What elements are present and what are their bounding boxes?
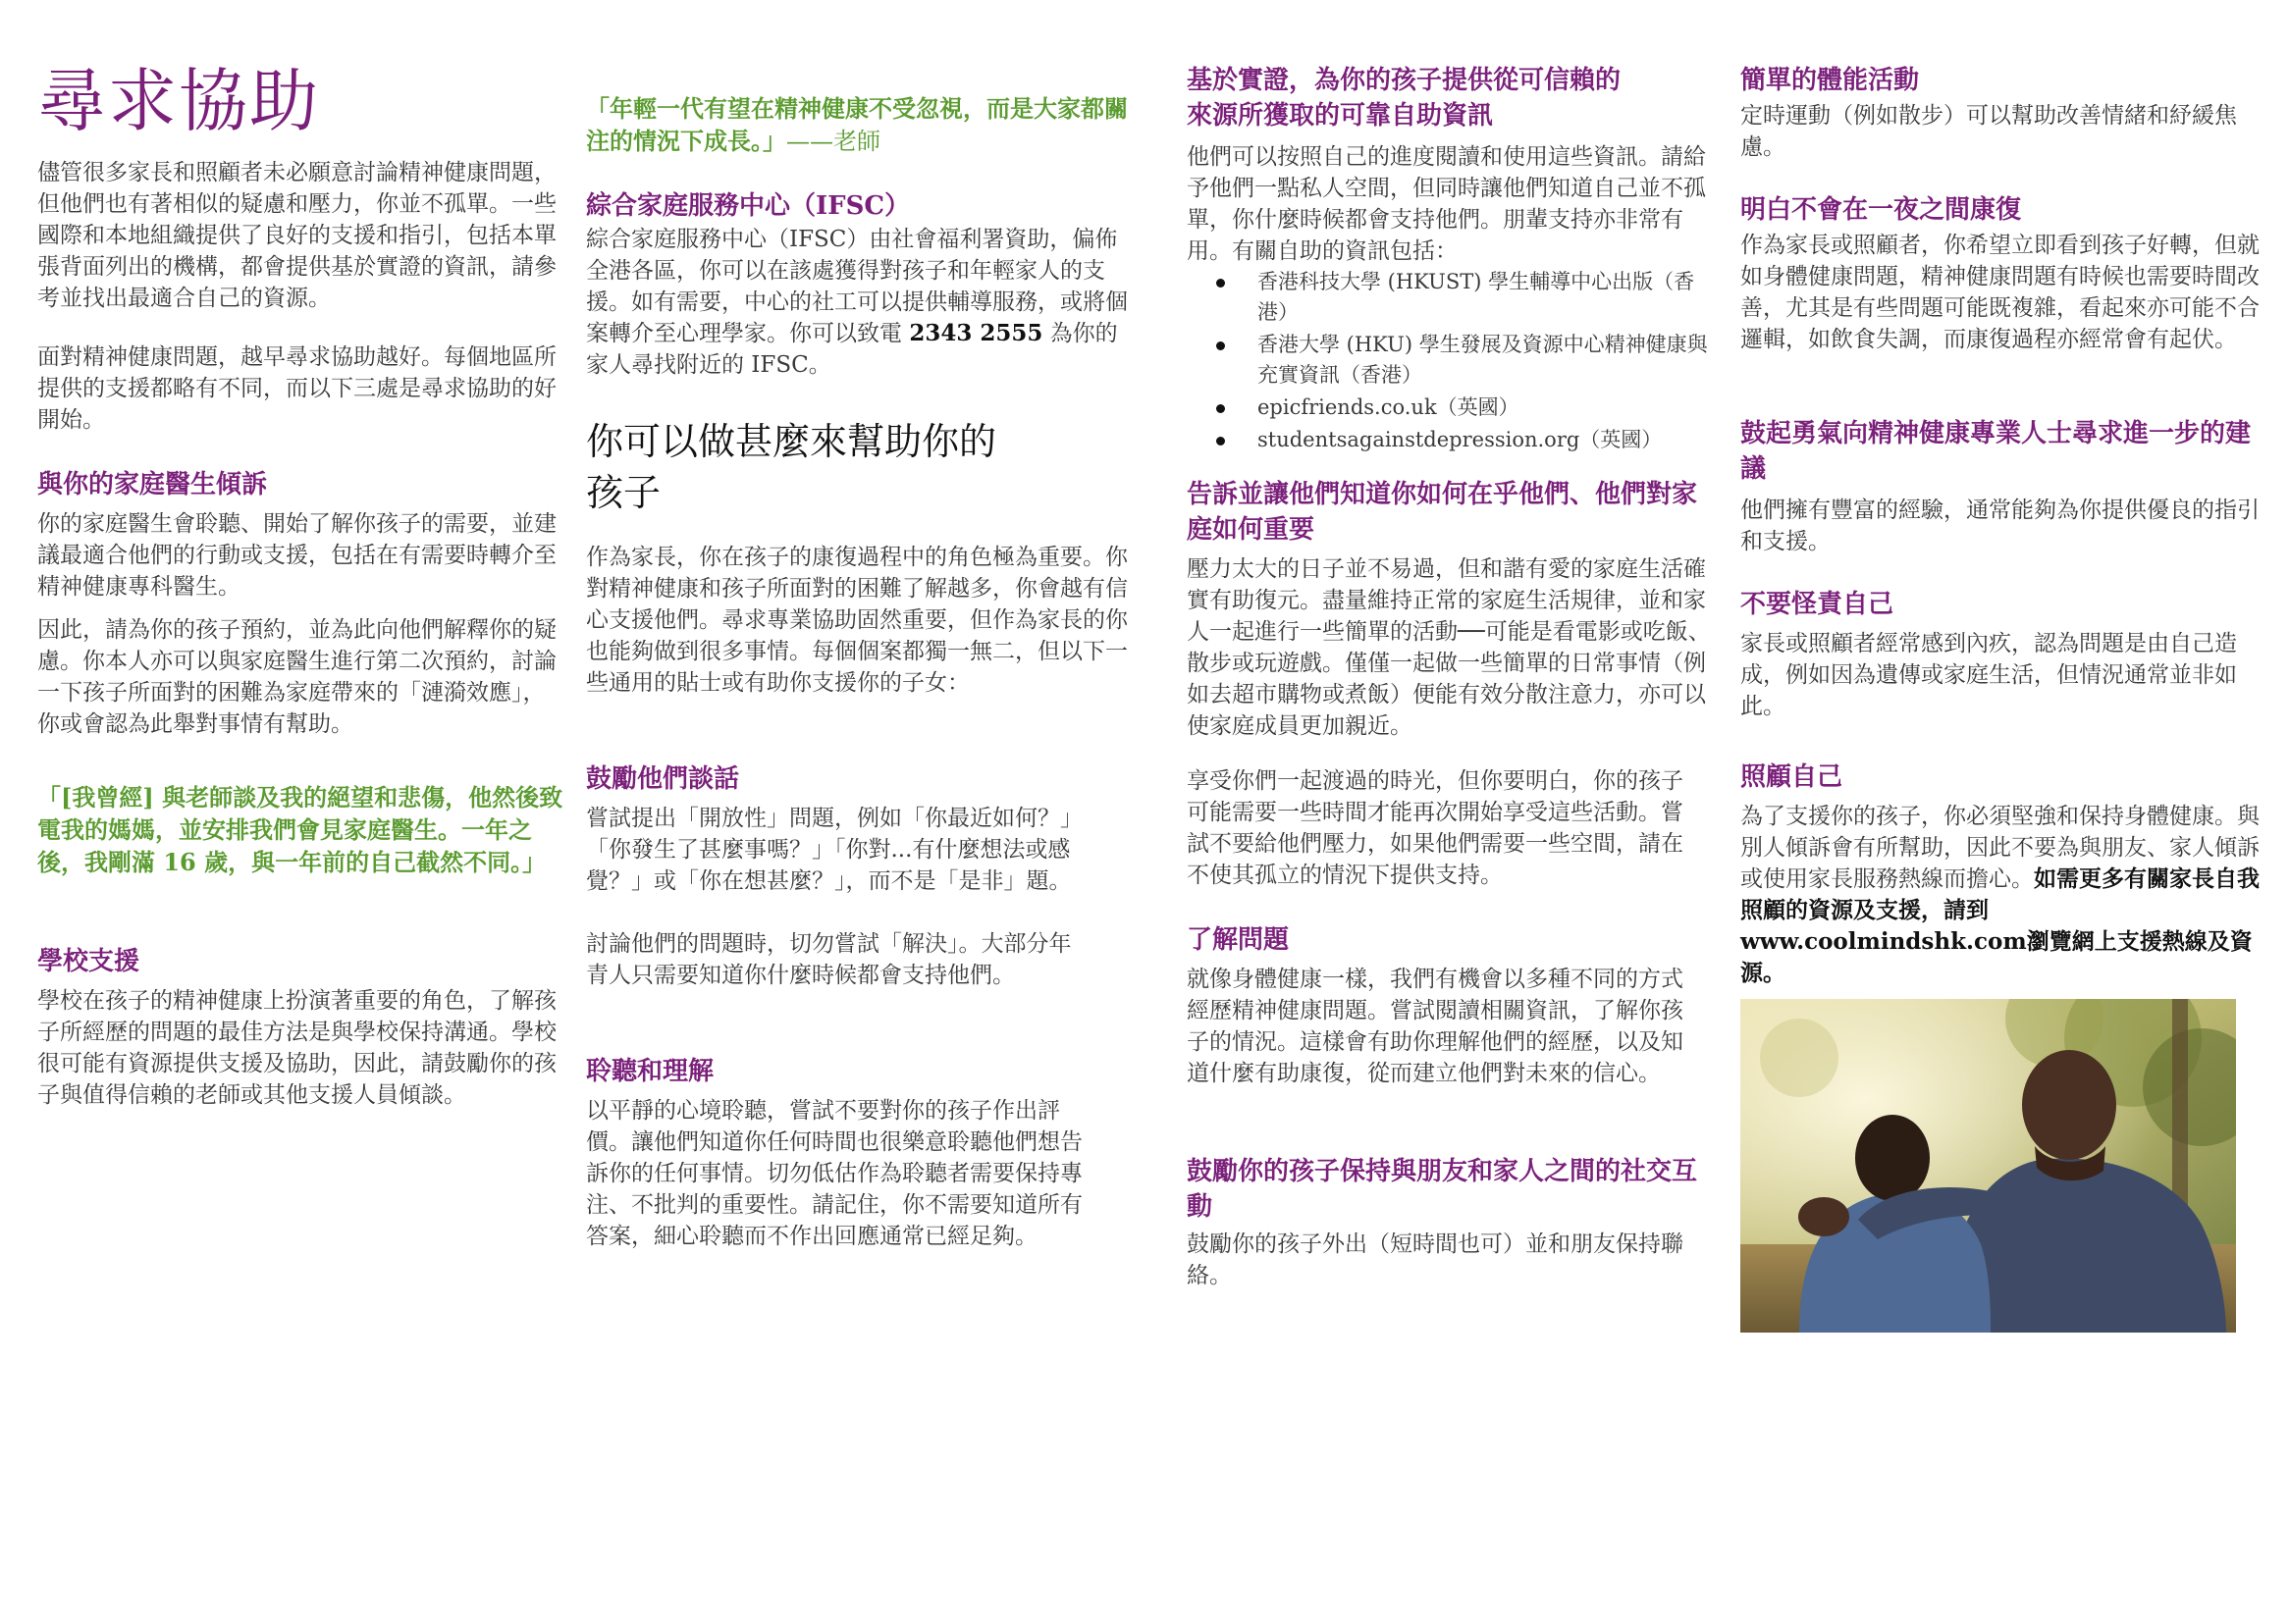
bullet-icon bbox=[1216, 279, 1225, 288]
blame-paragraph: 家長或照顧者經常感到內疚，認為問題是由自己造成，例如因為遺傳或家庭生活，但情況通常並非如此。 bbox=[1740, 631, 2237, 719]
resource-list bbox=[1187, 267, 1717, 457]
recovery-paragraph: 作為家長或照顧者，你希望立即看到孩子好轉，但就如身體健康問題，精神健康問題有時候也需要時間改善，尤其是有些問題可能既複雜，看起來亦可能不合邏輯，如飲食失調，而康復過程亦經常會有起伏。 bbox=[1740, 233, 2260, 352]
bullet-icon bbox=[1216, 404, 1225, 413]
resource-item: studentsagainstdepression.org（英國） bbox=[1187, 425, 1717, 455]
listen-heading: 聆聽和理解 bbox=[586, 1057, 715, 1086]
talk-paragraph-1: 嘗試提出「開放性」問題，例如「你最近如何？」「你發生了甚麼事嗎？」「你對...有什麼想法或感覺？」或「你在想甚麼？」，而不是「是非」題。 bbox=[586, 806, 1083, 894]
talk-paragraph-2: 討論他們的問題時，切勿嘗試「解決」。大部分年青人只需要知道你什麼時候都會支持他們。 bbox=[586, 931, 1072, 988]
self-care-paragraph bbox=[1740, 801, 2265, 989]
teacher-quote-attribution: ——老師 bbox=[786, 128, 880, 155]
ifsc-phone: 2343 2555 bbox=[909, 320, 1043, 346]
ifsc-text-after: 為你的家人尋找附近的 IFSC。 bbox=[586, 321, 1118, 378]
exercise-heading: 簡單的體能活動 bbox=[1740, 66, 1920, 95]
intro-paragraph-1: 儘管很多家長和照顧者未必願意討論精神健康問題，但他們也有著相似的疑慮和壓力，你並不孤單。一些國際和本地組織提供了良好的支援和指引，包括本單張背面列出的機構，都會提供基於實證的資訊，請參考並找出最適合自己的資源。 bbox=[37, 160, 557, 311]
father-son-photo bbox=[1740, 999, 2236, 1333]
gp-paragraph-2: 因此，請為你的孩子預約，並為此向他們解釋你的疑慮。你本人亦可以與家庭醫生進行第二次預約，討論一下孩子所面對的困難為家庭帶來的「漣漪效應」，你或會認為此舉對事情有幫助。 bbox=[37, 617, 557, 737]
teacher-quote-text: 「年輕一代有望在精神健康不受忽視，而是大家都關注的情況下成長。」 bbox=[586, 94, 1128, 155]
gp-heading: 與你的家庭醫生傾訴 bbox=[37, 470, 268, 499]
evidence-heading: 基於實證，為你的孩子提供從可信賴的來源所獲取的可靠自助資訊 bbox=[1187, 66, 1622, 131]
resource-item: 香港大學 (HKU) 學生發展及資源中心精神健康與充實資訊（香港） bbox=[1187, 330, 1717, 391]
social-heading: 鼓勵你的孩子保持與朋友和家人之間的社交互動 bbox=[1187, 1157, 1698, 1222]
what-can-you-do-heading: 你可以做甚麼來幫助你的孩子 bbox=[586, 420, 997, 514]
ifsc-heading: 綜合家庭服務中心（IFSC） bbox=[586, 191, 911, 221]
resource-item: epicfriends.co.uk（英國） bbox=[1187, 393, 1717, 423]
school-paragraph: 學校在孩子的精神健康上扮演著重要的角色，了解孩子所經歷的問題的最佳方法是與學校保持溝通。學校很可能有資源提供支援及協助，因此，請鼓勵你的孩子與值得信賴的老師或其他支援人員傾談。 bbox=[37, 988, 557, 1108]
care-heading: 告訴並讓他們知道你如何在乎他們、他們對家庭如何重要 bbox=[1187, 480, 1698, 545]
social-paragraph: 鼓勵你的孩子外出（短時間也可）並和朋友保持聯絡。 bbox=[1187, 1231, 1683, 1288]
care-paragraph-1: 壓力太大的日子並不易過，但和諧有愛的家庭生活確實有助復元。盡量維持正常的家庭生活規律，並和家人一起進行一些簡單的活動──可能是看電影或吃飯、散步或玩遊戲。僅僅一起做一些簡單的日常事情（例如去超市購物或煮飯）便能有效分散注意力，亦可以使家庭成員更加親近。 bbox=[1187, 556, 1711, 739]
self-care-link-text: 如需更多有關家長自我照顧的資源及支援，請到 www.coolmindshk.com瀏覽網上支援熱線及資源。 bbox=[1740, 865, 2260, 986]
ifsc-paragraph bbox=[586, 224, 1136, 381]
evidence-paragraph: 他們可以按照自己的進度閱讀和使用這些資訊。請給予他們一點私人空間，但同時讓他們知道自己並不孤單，你什麼時候都會支持他們。朋輩支持亦非常有用。有關自助的資訊包括： bbox=[1187, 144, 1706, 264]
recovery-heading: 明白不會在一夜之間康復 bbox=[1740, 195, 2022, 225]
gp-paragraph-1: 你的家庭醫生會聆聽、開始了解你孩子的需要，並建議最適合他們的行動或支援，包括在有需要時轉介至精神健康專科醫生。 bbox=[37, 511, 557, 600]
teacher-quote bbox=[586, 92, 1136, 158]
bullet-icon bbox=[1216, 341, 1225, 350]
ifsc-text-before: 綜合家庭服務中心（IFSC）由社會福利署資助，偏佈全港各區，你可以在該處獲得對孩子和年輕家人的支援。如有需要，中心的社工可以提供輔導服務，或將個案轉介至心理學家。你可以致電 bbox=[586, 227, 1128, 346]
intro-paragraph-2: 面對精神健康問題，越早尋求協助越好。每個地區所提供的支援都略有不同，而以下三處是尋求協助的好開始。 bbox=[37, 344, 557, 433]
professional-paragraph: 他們擁有豐富的經驗，通常能夠為你提供優良的指引和支援。 bbox=[1740, 498, 2260, 554]
professional-heading: 鼓起勇氣向精神健康專業人士尋求進一步的建議 bbox=[1740, 419, 2252, 484]
care-paragraph-2: 享受你們一起渡過的時光，但你要明白，你的孩子可能需要一些時間才能再次開始享受這些活動。嘗試不要給他們壓力，如果他們需要一些空間，請在不使其孤立的情況下提供支持。 bbox=[1187, 768, 1683, 888]
blame-heading: 不要怪責自己 bbox=[1740, 590, 1894, 619]
understand-paragraph: 就像身體健康一樣，我們有機會以多種不同的方式經歷精神健康問題。嘗試閱讀相關資訊，了解你孩子的情況。這樣會有助你理解他們的經歷，以及知道什麼有助康復，從而建立他們對未來的信心。 bbox=[1187, 967, 1683, 1086]
self-care-text: 為了支援你的孩子，你必須堅強和保持身體健康。與別人傾訴會有所幫助，因此不要為與朋友、家人傾訴或使用家長服務熱線而擔心。 bbox=[1740, 804, 2260, 892]
exercise-paragraph: 定時運動（例如散步）可以幫助改善情緒和紓緩焦慮。 bbox=[1740, 103, 2237, 160]
page-title: 尋求協助 bbox=[37, 61, 320, 141]
resource-item: 香港科技大學 (HKUST) 學生輔導中心出版（香港） bbox=[1187, 267, 1717, 328]
school-heading: 學校支援 bbox=[37, 947, 140, 976]
listen-paragraph: 以平靜的心境聆聽，嘗試不要對你的孩子作出評價。讓他們知道你任何時間也很樂意聆聽他們想告訴你的任何事情。切勿低估作為聆聽者需要保持專注、不批判的重要性。請記住，你不需要知道所有答案，細心聆聽而不作出回應通常已經足夠。 bbox=[586, 1098, 1083, 1249]
what-can-you-do-paragraph: 作為家長，你在孩子的康復過程中的角色極為重要。你對精神健康和孩子所面對的困難了解越多，你會越有信心支援他們。尋求專業協助固然重要，但作為家長的你也能夠做到很多事情。每個個案都獨一無二，但以下一些通用的貼士或有助你支援你的子女： bbox=[586, 545, 1128, 696]
bullet-icon bbox=[1216, 437, 1225, 445]
understand-heading: 了解問題 bbox=[1187, 925, 1290, 955]
student-quote: 「[我曾經] 與老師談及我的絕望和悲傷，他然後致電我的媽媽，並安排我們會見家庭醫生。一年之後，我剛滿 16 歲，與一年前的自己截然不同。」 bbox=[37, 783, 563, 876]
talk-heading: 鼓勵他們談話 bbox=[586, 764, 740, 794]
self-care-heading: 照顧自己 bbox=[1740, 762, 1843, 792]
